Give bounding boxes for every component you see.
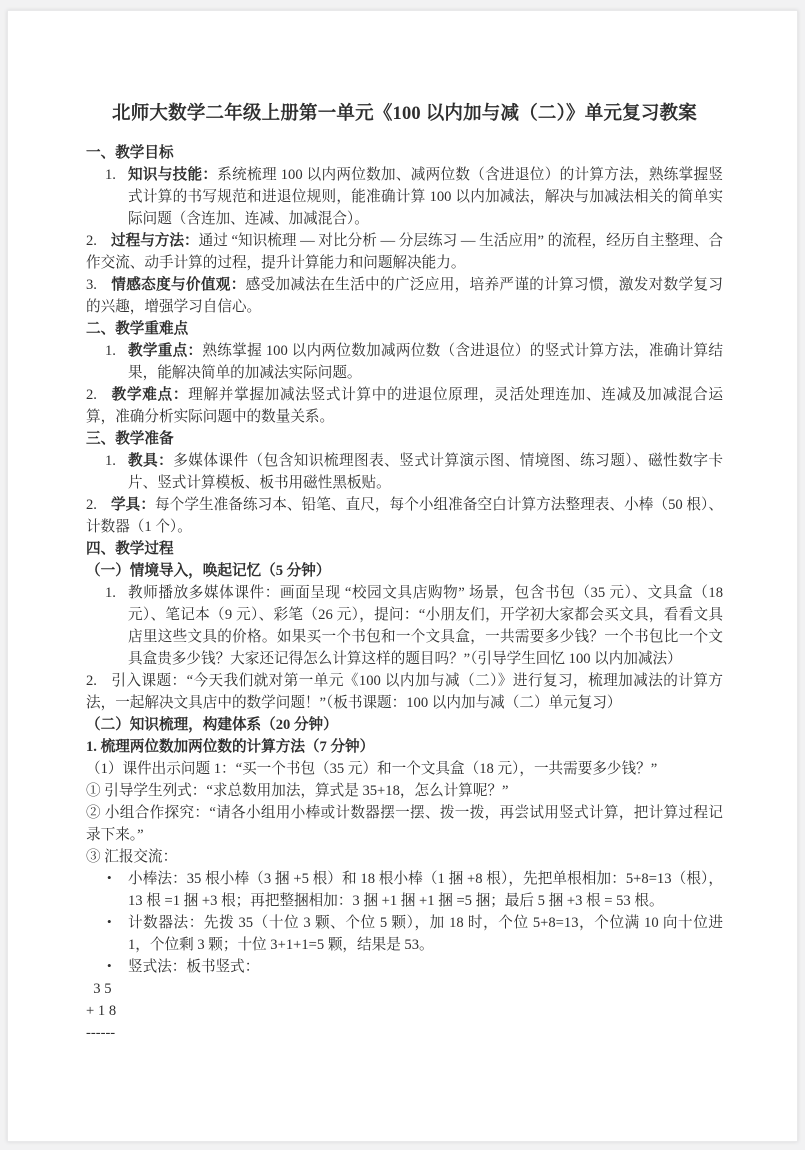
item-text: 竖式法：板书竖式： — [128, 959, 260, 975]
list-marker: 3. — [86, 277, 97, 293]
item-text: 小棒法：35 根小棒（3 捆 +5 根）和 18 根小棒（1 捆 +8 根），先把单根相加：5+8=13（根），13 根 =1 捆 +3 根；再把整捆相加：3 捆 +1 捆 +1 捆 =5 捆；最后 5 捆 +3 根 = 53 根。 — [128, 871, 723, 909]
section-heading: 二、教学重难点 — [86, 321, 189, 337]
list-item — [86, 230, 723, 274]
item-text: 理解并掌握加减法竖式计算中的进退位原理，灵活处理连加、连减及加减混合运算，准确分析实际问题中的数量关系。 — [86, 387, 723, 425]
item-text: 系统梳理 100 以内两位数加、减两位数（含进退位）的计算方法，熟练掌握竖式计算的书写规范和进退位规则，能准确计算 100 以内加减法，解决与加减法相关的简单实际问题（含连加、连减、加减混合）。 — [128, 167, 723, 227]
item-text: 教师播放多媒体课件：画面呈现 “校园文具店购物” 场景，包含书包（35 元）、文具盒（18 元）、笔记本（9 元）、彩笔（26 元），提问：“小朋友们，开学初大家都会买文具，看看文具店里这些文具的价格。如果买一个书包和一个文具盒，一共需要多少钱？一个书包比一个文具盒贵多少钱？大家还记得怎么计算这样的题目吗？”（引导学生回忆 100 以内加减法） — [128, 585, 723, 667]
list-item — [86, 582, 723, 670]
vertical-form-line: 3 5 — [86, 981, 112, 997]
list-marker: 2. — [86, 387, 97, 403]
list-marker: 1. — [105, 585, 116, 601]
sub-section-heading: （二）知识梳理，构建体系（20 分钟） — [86, 717, 338, 733]
list-item — [86, 164, 723, 230]
sub-section-heading: （一）情境导入，唤起记忆（5 分钟） — [86, 563, 331, 579]
bullet-icon: • — [107, 958, 112, 973]
item-lead: 知识与技能： — [128, 167, 218, 183]
list-marker: 1. — [105, 167, 116, 183]
bullet-item — [86, 868, 723, 912]
item-text: 通过 “知识梳理 — 对比分析 — 分层练习 — 生活应用” 的流程，经历自主整理、合作交流、动手计算的过程，提升计算能力和问题解决能力。 — [86, 233, 723, 271]
list-marker: 2. — [86, 233, 97, 249]
item-lead: 教学重点： — [128, 343, 203, 359]
paragraph: ② 小组合作探究：“请各小组用小棒或计数器摆一摆、拨一拨，再尝试用竖式计算，把计算过程记录下来。” — [86, 805, 723, 843]
item-text: 引入课题：“今天我们就对第一单元《100 以内加与减（二）》进行复习，梳理加减法的计算方法，一起解决文具店中的数学问题！”（板书课题：100 以内加与减（二）单元复习） — [86, 673, 723, 711]
paragraph: ① 引导学生列式：“求总数用加法，算式是 35+18，怎么计算呢？” — [86, 783, 509, 799]
list-item — [86, 670, 723, 714]
sub-section-heading: 1. 梳理两位数加两位数的计算方法（7 分钟） — [86, 739, 375, 755]
list-item — [86, 274, 723, 318]
list-item — [86, 494, 723, 538]
item-lead: 情感态度与价值观： — [110, 277, 246, 293]
vertical-form-line: ------ — [86, 1025, 116, 1041]
document-title: 北师大数学二年级上册第一单元《100 以内加与减（二）》单元复习教案 — [112, 104, 697, 124]
document-page — [7, 10, 798, 1142]
bullet-item — [86, 912, 723, 956]
item-lead: 教具： — [128, 453, 174, 469]
list-item — [86, 450, 723, 494]
list-item — [86, 340, 723, 384]
bullet-icon: • — [107, 870, 112, 885]
document-body — [86, 142, 723, 1044]
item-text: 熟练掌握 100 以内两位数加减两位数（含进退位）的竖式计算方法，准确计算结果，能解决简单的加减法实际问题。 — [128, 343, 723, 381]
section-heading: 四、教学过程 — [86, 541, 174, 557]
list-item — [86, 384, 723, 428]
item-lead: 过程与方法： — [110, 233, 199, 249]
item-lead: 教学难点： — [110, 387, 189, 403]
item-text: 每个学生准备练习本、铅笔、直尺，每个小组准备空白计算方法整理表、小棒（50 根）、计数器（1 个）。 — [86, 497, 723, 535]
list-marker: 1. — [105, 343, 116, 359]
item-text: 感受加减法在生活中的广泛应用，培养严谨的计算习惯，激发对数学复习的兴趣，增强学习自信心。 — [86, 277, 723, 315]
bullet-icon: • — [107, 914, 112, 929]
item-lead: 学具： — [110, 497, 155, 513]
bullet-item — [86, 956, 723, 978]
list-marker: 2. — [86, 673, 97, 689]
list-marker: 1. — [105, 453, 116, 469]
vertical-form-line: + 1 8 — [86, 1003, 117, 1019]
section-heading: 一、教学目标 — [86, 145, 174, 161]
list-marker: 2. — [86, 497, 97, 513]
item-text: 计数器法：先拨 35（十位 3 颗、个位 5 颗），加 18 时，个位 5+8=13，个位满 10 向十位进 1，个位剩 3 颗；十位 3+1+1=5 颗，结果是 53。 — [128, 915, 723, 953]
item-text: 多媒体课件（包含知识梳理图表、竖式计算演示图、情境图、练习题）、磁性数字卡片、竖式计算模板、板书用磁性黑板贴。 — [128, 453, 723, 491]
paragraph: ③ 汇报交流： — [86, 849, 178, 865]
section-heading: 三、教学准备 — [86, 431, 174, 447]
paragraph: （1）课件出示问题 1：“买一个书包（35 元）和一个文具盒（18 元），一共需要多少钱？” — [86, 761, 658, 777]
